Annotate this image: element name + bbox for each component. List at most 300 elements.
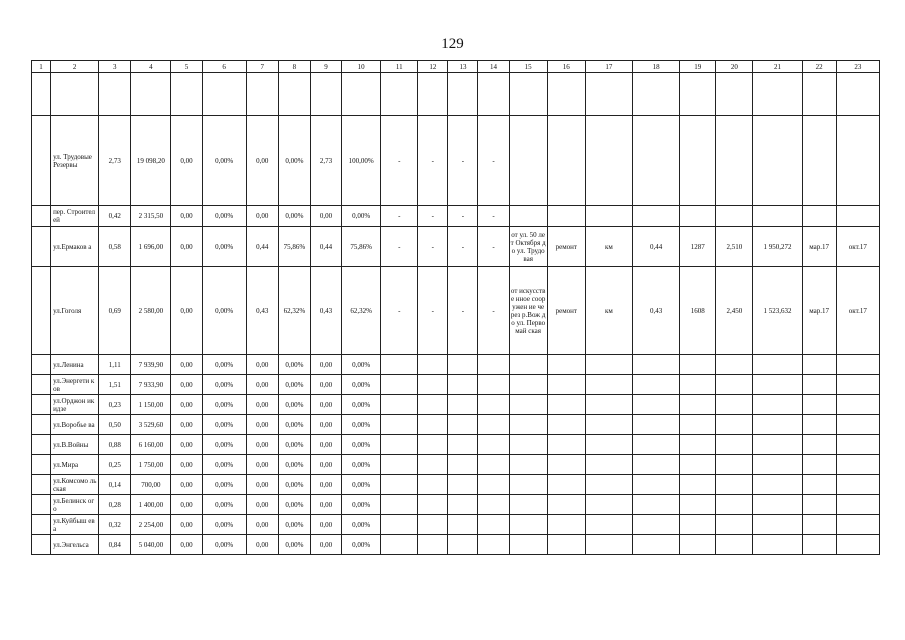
blank-cell	[202, 73, 246, 116]
table-cell: 0,00%	[202, 227, 246, 267]
table-cell	[547, 435, 585, 455]
street-name-cell: ул.Куйбыш ева	[51, 515, 99, 535]
table-cell: 0,00%	[342, 375, 381, 395]
table-cell: 0,00%	[278, 395, 310, 415]
table-cell	[547, 116, 585, 206]
table-cell: 0,00	[171, 535, 202, 555]
table-cell	[381, 395, 418, 415]
table-cell	[32, 515, 51, 535]
table-cell: -	[478, 267, 509, 355]
table-cell	[448, 475, 478, 495]
table-cell	[633, 355, 680, 375]
table-cell	[633, 435, 680, 455]
table-cell: 0,00	[310, 535, 341, 555]
table-cell	[680, 355, 716, 375]
table-cell	[633, 395, 680, 415]
street-name-cell: ул.Мира	[51, 455, 99, 475]
table-cell: 700,00	[131, 475, 171, 495]
blank-cell	[753, 73, 802, 116]
table-cell	[836, 455, 879, 475]
blank-cell	[478, 73, 509, 116]
table-cell: 0,00%	[342, 415, 381, 435]
column-number-cell: 13	[448, 61, 478, 73]
street-name-cell: ул.В.Войны	[51, 435, 99, 455]
table-cell: 1 400,00	[131, 495, 171, 515]
table-cell	[32, 116, 51, 206]
table-cell: 0,00	[246, 415, 278, 435]
table-cell: 0,00	[171, 227, 202, 267]
column-number-cell: 8	[278, 61, 310, 73]
table-cell: 0,00	[171, 515, 202, 535]
table-cell: 0,00	[246, 435, 278, 455]
column-number-cell: 12	[418, 61, 448, 73]
table-cell	[802, 535, 836, 555]
table-cell	[716, 355, 753, 375]
table-cell	[448, 395, 478, 415]
table-cell: 0,00	[310, 515, 341, 535]
table-cell: 0,00%	[202, 475, 246, 495]
table-cell: 0,00%	[202, 206, 246, 227]
table-cell	[418, 435, 448, 455]
column-number-cell: 7	[246, 61, 278, 73]
table-cell	[633, 495, 680, 515]
table-cell: 0,00	[171, 435, 202, 455]
street-name-cell: ул.Воробье ва	[51, 415, 99, 435]
table-cell	[585, 395, 632, 415]
blank-cell	[802, 73, 836, 116]
table-cell: 1,11	[99, 355, 131, 375]
table-cell	[509, 495, 547, 515]
table-cell	[585, 495, 632, 515]
table-cell: 0,28	[99, 495, 131, 515]
table-cell: 0,69	[99, 267, 131, 355]
table-cell	[680, 415, 716, 435]
column-number-cell: 22	[802, 61, 836, 73]
table-cell: 3 529,60	[131, 415, 171, 435]
table-row	[32, 395, 880, 415]
table-row	[32, 495, 880, 515]
table-cell	[32, 355, 51, 375]
table-cell	[381, 475, 418, 495]
table-cell	[509, 515, 547, 535]
table-cell	[418, 395, 448, 415]
table-cell: км	[585, 267, 632, 355]
table-cell: -	[418, 206, 448, 227]
table-cell: 0,00%	[202, 515, 246, 535]
table-cell: ремонт	[547, 267, 585, 355]
table-cell: 0,00	[171, 267, 202, 355]
table-cell	[32, 206, 51, 227]
table-cell	[547, 415, 585, 435]
table-cell: 62,32%	[342, 267, 381, 355]
table-cell	[753, 495, 802, 515]
table-cell	[716, 116, 753, 206]
column-number-cell: 20	[716, 61, 753, 73]
table-cell	[418, 495, 448, 515]
table-cell	[836, 116, 879, 206]
table-cell	[509, 475, 547, 495]
table-cell: 0,00	[246, 375, 278, 395]
column-number-cell: 6	[202, 61, 246, 73]
table-cell: 0,00	[246, 515, 278, 535]
table-cell	[585, 375, 632, 395]
table-cell: 0,00%	[278, 375, 310, 395]
blank-cell	[51, 73, 99, 116]
table-cell	[716, 475, 753, 495]
table-cell: 0,00	[246, 395, 278, 415]
table-cell	[381, 535, 418, 555]
table-cell	[633, 455, 680, 475]
table-cell	[478, 355, 509, 375]
table-cell: 0,00	[171, 415, 202, 435]
table-cell	[32, 415, 51, 435]
table-cell	[448, 355, 478, 375]
table-cell	[478, 495, 509, 515]
table-cell: 0,00%	[202, 455, 246, 475]
table-cell: 0,00	[310, 455, 341, 475]
table-cell: 0,00	[310, 206, 341, 227]
table-cell: 0,00%	[202, 495, 246, 515]
table-cell: 0,00%	[342, 395, 381, 415]
table-cell: 0,32	[99, 515, 131, 535]
table-cell	[381, 375, 418, 395]
table-cell: -	[478, 227, 509, 267]
table-cell	[633, 475, 680, 495]
table-cell	[547, 375, 585, 395]
table-cell	[381, 495, 418, 515]
table-cell: 0,00	[310, 395, 341, 415]
table-cell	[547, 206, 585, 227]
table-cell: -	[418, 227, 448, 267]
column-number-cell: 21	[753, 61, 802, 73]
column-number-row	[32, 61, 880, 73]
table-cell	[716, 455, 753, 475]
table-cell: 0,00	[246, 355, 278, 375]
table-cell	[478, 535, 509, 555]
table-cell	[716, 435, 753, 455]
table-cell: 0,00	[171, 355, 202, 375]
table-cell	[802, 116, 836, 206]
table-cell	[448, 435, 478, 455]
table-cell	[680, 435, 716, 455]
table-cell	[753, 116, 802, 206]
blank-cell	[716, 73, 753, 116]
table-cell: 5 040,00	[131, 535, 171, 555]
column-number-cell: 16	[547, 61, 585, 73]
table-cell: -	[478, 206, 509, 227]
table-cell: 2 315,50	[131, 206, 171, 227]
table-cell: 1 696,00	[131, 227, 171, 267]
column-number-cell: 19	[680, 61, 716, 73]
blank-cell	[342, 73, 381, 116]
table-cell: 0,00%	[278, 435, 310, 455]
table-cell	[32, 475, 51, 495]
table-cell: 62,32%	[278, 267, 310, 355]
blank-cell	[680, 73, 716, 116]
table-row	[32, 415, 880, 435]
table-cell	[585, 116, 632, 206]
page-number: 129	[441, 36, 464, 52]
table-cell	[802, 415, 836, 435]
column-number-cell: 10	[342, 61, 381, 73]
table-cell: 6 160,00	[131, 435, 171, 455]
table-cell	[716, 415, 753, 435]
table-cell	[802, 455, 836, 475]
table-cell: 0,44	[246, 227, 278, 267]
table-cell	[418, 415, 448, 435]
table-cell	[836, 415, 879, 435]
table-cell	[509, 415, 547, 435]
street-name-cell: ул.Белинск ого	[51, 495, 99, 515]
table-cell	[585, 455, 632, 475]
table-cell	[381, 355, 418, 375]
blank-cell	[418, 73, 448, 116]
table-cell	[802, 206, 836, 227]
table-cell	[547, 515, 585, 535]
table-cell: от искусстве нное сооружен ие через р.Вож до ул. Первомай ская	[509, 267, 547, 355]
table-cell: 0,00%	[278, 415, 310, 435]
table-cell: 0,00	[310, 415, 341, 435]
blank-cell	[633, 73, 680, 116]
table-cell	[680, 455, 716, 475]
table-cell: 0,00	[171, 455, 202, 475]
table-cell: 1 750,00	[131, 455, 171, 475]
blank-cell	[278, 73, 310, 116]
table-cell	[802, 495, 836, 515]
table-cell: 0,43	[633, 267, 680, 355]
table-cell: 0,00%	[202, 535, 246, 555]
table-cell	[802, 475, 836, 495]
table-cell: 0,00	[310, 475, 341, 495]
blank-cell	[547, 73, 585, 116]
table-cell	[802, 375, 836, 395]
table-cell: -	[381, 227, 418, 267]
column-number-cell: 15	[509, 61, 547, 73]
table-cell: 2 254,00	[131, 515, 171, 535]
table-cell: 0,00%	[202, 355, 246, 375]
table-cell: 0,00%	[278, 515, 310, 535]
table-cell	[478, 455, 509, 475]
table-cell	[836, 475, 879, 495]
table-cell: 75,86%	[278, 227, 310, 267]
table-cell	[633, 206, 680, 227]
table-row	[32, 116, 880, 206]
table-cell	[509, 355, 547, 375]
table-cell	[716, 515, 753, 535]
table-cell: 1,51	[99, 375, 131, 395]
table-cell	[547, 535, 585, 555]
table-cell: 0,88	[99, 435, 131, 455]
table-cell	[585, 206, 632, 227]
table-cell	[478, 515, 509, 535]
table-cell	[418, 355, 448, 375]
table-cell: 7 933,90	[131, 375, 171, 395]
table-cell	[802, 515, 836, 535]
table-cell: 0,00%	[202, 116, 246, 206]
column-number-cell: 17	[585, 61, 632, 73]
column-number-cell: 2	[51, 61, 99, 73]
table-cell: 0,00	[246, 116, 278, 206]
table-cell: 0,00	[171, 375, 202, 395]
table-cell	[753, 515, 802, 535]
table-cell: 0,00%	[202, 395, 246, 415]
table-cell: 0,00	[310, 375, 341, 395]
table-cell	[509, 395, 547, 415]
table-cell	[680, 116, 716, 206]
table-cell: 0,00%	[278, 116, 310, 206]
table-cell	[547, 475, 585, 495]
table-cell: мар.17	[802, 227, 836, 267]
table-cell: 0,00	[310, 495, 341, 515]
table-cell	[509, 435, 547, 455]
table-cell: 0,43	[310, 267, 341, 355]
table-cell	[753, 395, 802, 415]
table-cell: окт.17	[836, 267, 879, 355]
column-number-cell: 4	[131, 61, 171, 73]
table-cell: 0,00%	[342, 475, 381, 495]
table-cell: 0,00	[310, 435, 341, 455]
table-cell: 0,58	[99, 227, 131, 267]
table-cell: -	[448, 116, 478, 206]
table-cell: 0,00%	[278, 495, 310, 515]
table-cell: 100,00%	[342, 116, 381, 206]
table-cell	[836, 375, 879, 395]
table-cell: 0,00%	[278, 206, 310, 227]
blank-cell	[131, 73, 171, 116]
table-cell	[836, 535, 879, 555]
table-cell	[680, 475, 716, 495]
table-cell	[716, 206, 753, 227]
table-cell: 1608	[680, 267, 716, 355]
table-cell: -	[478, 116, 509, 206]
table-cell	[753, 415, 802, 435]
table-row	[32, 535, 880, 555]
table-cell: -	[448, 206, 478, 227]
table-cell: 19 098,20	[131, 116, 171, 206]
table-cell	[585, 415, 632, 435]
blank-cell	[585, 73, 632, 116]
table-cell: 2,73	[99, 116, 131, 206]
table-row	[32, 206, 880, 227]
street-name-cell: ул.Гоголя	[51, 267, 99, 355]
table-cell	[448, 495, 478, 515]
table-cell	[32, 455, 51, 475]
table-cell: 0,00	[246, 495, 278, 515]
table-cell: 0,00	[171, 495, 202, 515]
table-cell	[753, 435, 802, 455]
table-row	[32, 475, 880, 495]
table-cell: 1 150,00	[131, 395, 171, 415]
street-name-cell: ул.Энергети ков	[51, 375, 99, 395]
table-row	[32, 355, 880, 375]
table-cell: 0,42	[99, 206, 131, 227]
table-cell	[680, 495, 716, 515]
table-cell	[680, 375, 716, 395]
table-cell	[633, 415, 680, 435]
table-row	[32, 515, 880, 535]
table-cell	[32, 375, 51, 395]
table-cell	[802, 355, 836, 375]
table-cell: 0,00%	[202, 267, 246, 355]
table-cell: 0,23	[99, 395, 131, 415]
table-cell	[478, 375, 509, 395]
table-cell	[547, 355, 585, 375]
table-cell	[381, 455, 418, 475]
table-cell: 0,14	[99, 475, 131, 495]
table-cell	[418, 375, 448, 395]
table-cell	[753, 455, 802, 475]
table-cell	[478, 435, 509, 455]
table-cell: 2,450	[716, 267, 753, 355]
blank-cell	[99, 73, 131, 116]
table-cell	[381, 435, 418, 455]
table-row	[32, 227, 880, 267]
table-row	[32, 267, 880, 355]
table-cell: 0,00	[310, 355, 341, 375]
table-cell	[585, 355, 632, 375]
blank-cell	[310, 73, 341, 116]
table-cell: -	[418, 267, 448, 355]
table-cell: 0,00%	[342, 435, 381, 455]
table-cell: 0,00%	[342, 495, 381, 515]
table-cell	[478, 475, 509, 495]
table-cell: 7 939,90	[131, 355, 171, 375]
table-cell: 0,00%	[278, 355, 310, 375]
table-cell	[547, 495, 585, 515]
table-cell: 1 950,272	[753, 227, 802, 267]
table-cell: 0,00	[171, 206, 202, 227]
table-cell: 0,00%	[342, 455, 381, 475]
table-cell	[418, 455, 448, 475]
table-cell: -	[418, 116, 448, 206]
table-cell	[418, 475, 448, 495]
table-cell: 0,00%	[278, 535, 310, 555]
table-cell	[448, 535, 478, 555]
table-cell	[418, 535, 448, 555]
table-cell	[716, 395, 753, 415]
column-number-cell: 3	[99, 61, 131, 73]
column-number-cell: 23	[836, 61, 879, 73]
table-cell	[448, 415, 478, 435]
table-cell: -	[381, 116, 418, 206]
table-cell: 0,00%	[342, 535, 381, 555]
table-cell	[585, 515, 632, 535]
table-cell: 0,00	[246, 535, 278, 555]
table-cell	[381, 415, 418, 435]
table-cell	[381, 515, 418, 535]
column-number-cell: 18	[633, 61, 680, 73]
table-cell: 75,86%	[342, 227, 381, 267]
table-cell	[836, 515, 879, 535]
table-cell	[716, 375, 753, 395]
table-cell	[680, 395, 716, 415]
table-cell	[802, 395, 836, 415]
blank-cell	[836, 73, 879, 116]
table-cell: 2,73	[310, 116, 341, 206]
blank-cell	[246, 73, 278, 116]
table-cell: ремонт	[547, 227, 585, 267]
table-cell	[32, 535, 51, 555]
table-cell: 1287	[680, 227, 716, 267]
table-cell	[509, 206, 547, 227]
table-cell: 0,00%	[278, 455, 310, 475]
table-cell: 0,00%	[342, 206, 381, 227]
table-cell	[478, 395, 509, 415]
table-cell	[633, 375, 680, 395]
street-name-cell: ул. Трудовые Резервы	[51, 116, 99, 206]
column-number-cell: 14	[478, 61, 509, 73]
table-cell	[836, 355, 879, 375]
